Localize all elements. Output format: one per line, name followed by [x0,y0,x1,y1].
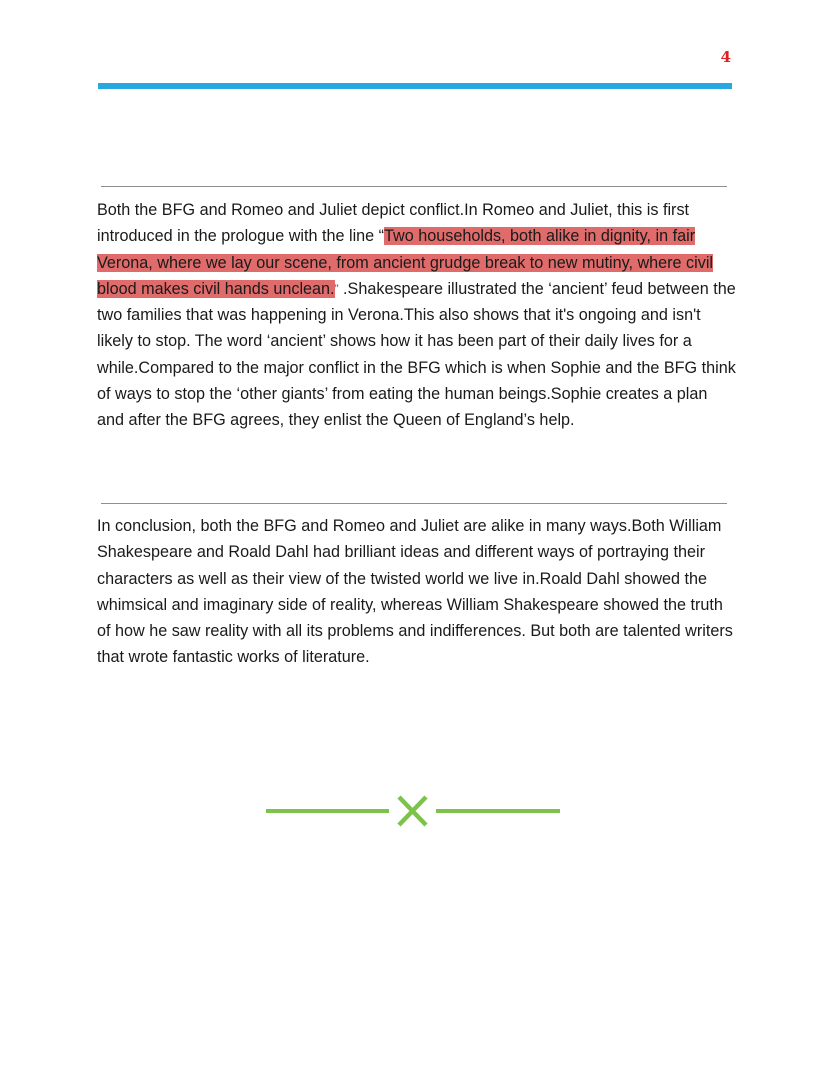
header-rule [98,83,732,89]
end-ornament [265,793,561,829]
page-number: 4 [720,48,731,66]
x-cross-icon [265,793,561,829]
paragraph-text-after-quote: .Shakespeare illustrated the ‘ancient’ feud between the two families that was happening in Verona.This also shows that it's ongoing and isn't likely to stop. The word ‘ancient’ shows how it has been part of their daily lives for a while.Compared to the major conflict in the BFG which is when Sophie and the BFG think of ways to stop the ‘other giants’ from eating the human beings.Sophie creates a plan and after the BFG agrees, they enlist the Queen of England’s help. [97,279,736,430]
paragraph-conflict [97,197,737,434]
paragraph-conclusion: In conclusion, both the BFG and Romeo and Juliet are alike in many ways.Both William Shakespeare and Roald Dahl had brilliant ideas and different ways of portraying their characters as well as their view of the twisted world we live in.Roald Dahl showed the whimsical and imaginary side of reality, whereas William Shakespeare showed the truth of how he saw reality with all its problems and indifferences. But both are talented writers that wrote fantastic works of literature. [97,517,733,667]
highlighted-quote: Two households, both alike in dignity, in fair Verona, where we lay our scene, from ancient grudge break to new mutiny, where civil blood makes civil hands unclean. [97,227,714,298]
closing-quote-mark: ” [334,281,339,296]
section-divider-2 [101,503,727,504]
section-divider-1 [101,186,727,187]
paragraph-text-before-quote: Both the BFG and Romeo and Juliet depict conflict.In Romeo and Juliet, this is first introduced in the prologue with the line “ [97,201,690,246]
